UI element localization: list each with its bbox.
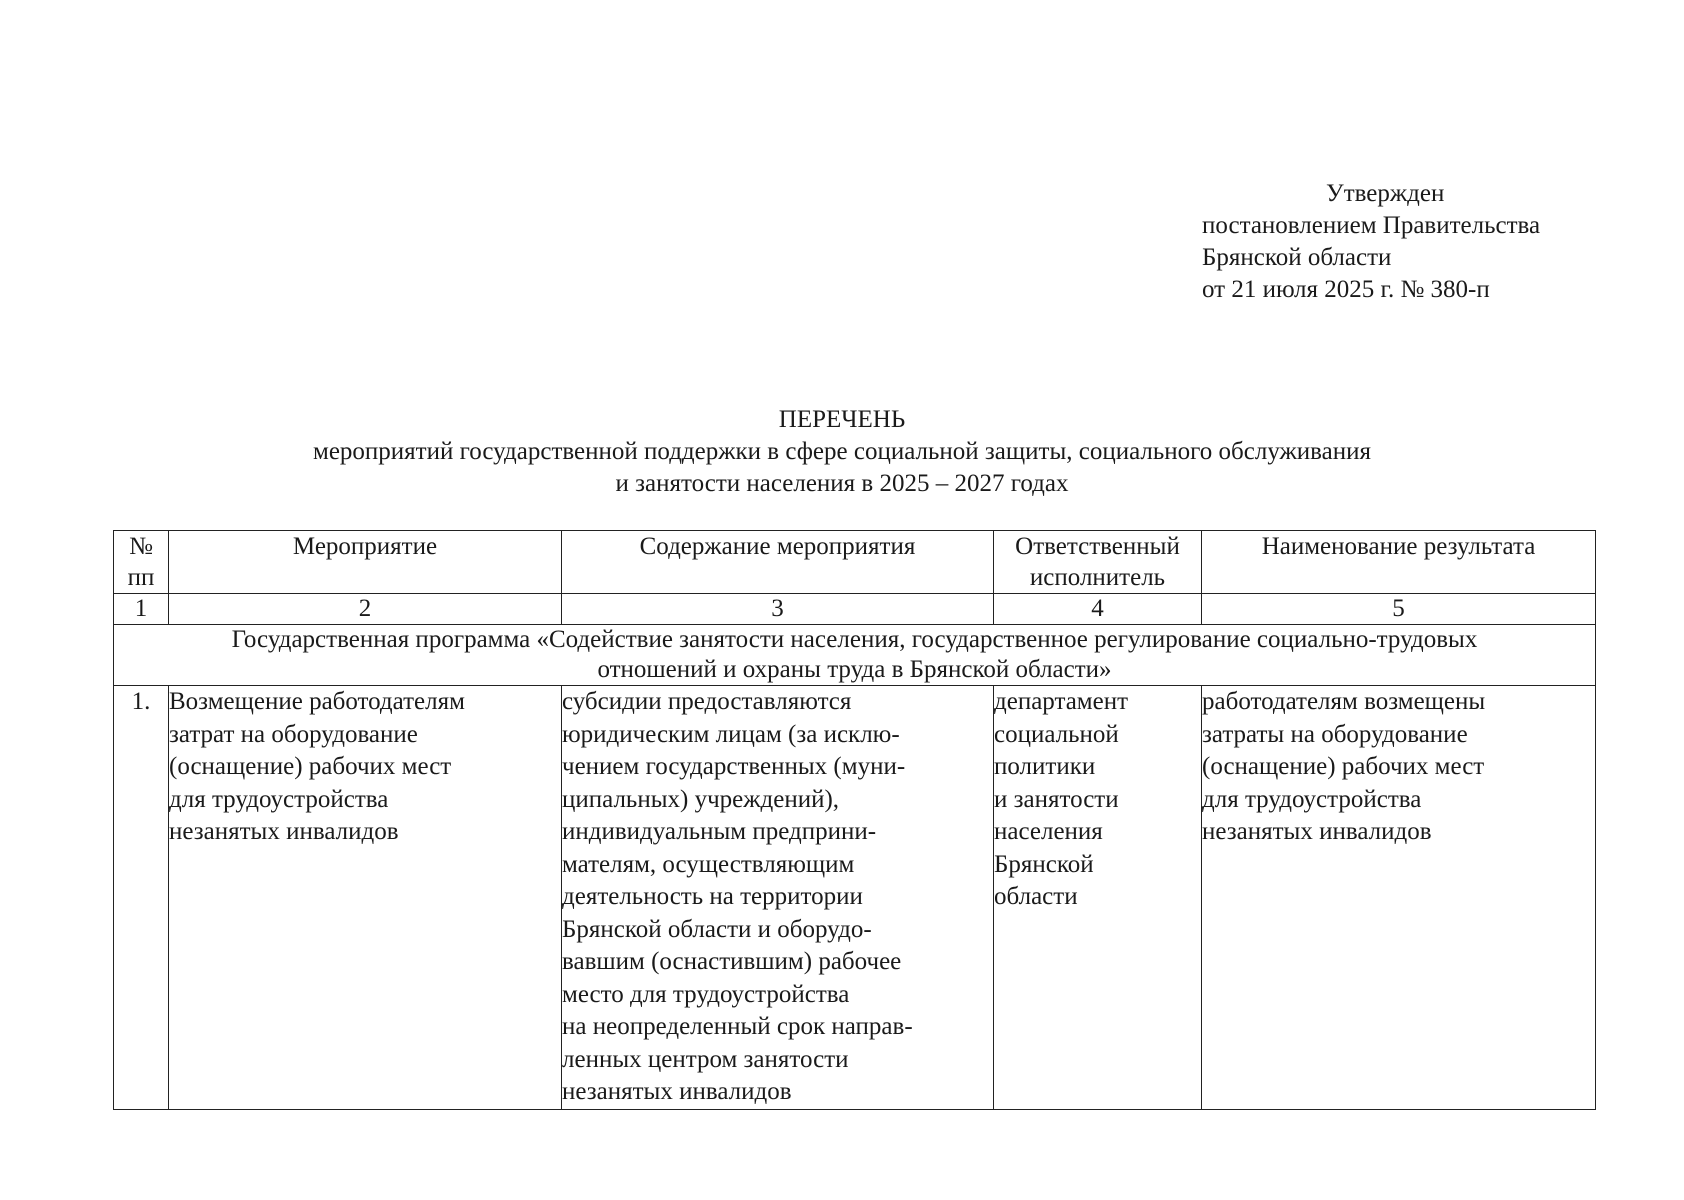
approval-line: постановлением Правительства (1202, 212, 1541, 239)
title-subtitle-line: и занятости населения в 2025 – 2027 годах (615, 470, 1069, 497)
result-cell (1202, 686, 1596, 1110)
executor-line: области (994, 883, 1078, 910)
column-number-row (114, 594, 1596, 625)
content-line: деятельность на территории (562, 883, 863, 910)
content-line: место для трудоустройства (562, 980, 850, 1008)
approval-line: Утвержден (1326, 180, 1445, 207)
header-result: Наименование результата (1202, 531, 1596, 594)
header-content: Содержание мероприятия (562, 531, 994, 594)
measure-line: незанятых инвалидов (169, 818, 399, 845)
result-line: для трудоустройства (1202, 785, 1422, 813)
content-line: юридическим лицам (за исклю- (562, 720, 900, 748)
executor-line: и занятости (994, 785, 1119, 813)
column-number: 1 (114, 594, 169, 625)
content-line: мателям, осуществляющим (562, 850, 855, 878)
content-line: индивидуальным предприни- (562, 818, 877, 845)
measures-table (113, 530, 1596, 1110)
content-line: субсидии предоставляются (562, 688, 852, 715)
approval-line: от 21 июля 2025 г. № 380-п (1202, 276, 1490, 303)
executor-line: населения (994, 818, 1103, 845)
document-title (0, 404, 1684, 500)
measure-line: затрат на оборудование (169, 720, 418, 748)
program-title-line: отношений и охраны труда в Брянской области» (597, 656, 1112, 683)
column-number: 2 (169, 594, 562, 625)
executor-line: Брянской (994, 850, 1094, 878)
title-subtitle-line: мероприятий государственной поддержки в сфере социальной защиты, социального обслуживания (313, 438, 1371, 465)
executor-line: социальной (994, 720, 1119, 748)
title-heading: ПЕРЕЧЕНЬ (778, 406, 906, 433)
result-line: работодателям возмещены (1202, 688, 1486, 715)
header-row (114, 531, 1596, 594)
content-line: на неопределенный срок направ- (562, 1013, 913, 1040)
result-line: незанятых инвалидов (1202, 818, 1432, 845)
header-number (114, 531, 169, 594)
content-cell (562, 686, 994, 1110)
header-executor (994, 531, 1202, 594)
header-executor-line: исполнитель (1029, 564, 1166, 591)
executor-line: политики (994, 753, 1096, 780)
row-index: 1. (114, 686, 169, 1110)
header-number-line: пп (127, 564, 155, 591)
measure-line: для трудоустройства (169, 785, 389, 813)
header-measure: Мероприятие (169, 531, 562, 594)
result-line: затраты на оборудование (1202, 720, 1468, 748)
executor-cell (994, 686, 1202, 1110)
measure-cell (169, 686, 562, 1110)
program-title-line: Государственная программа «Содействие занятости населения, государственное регулирование социально-трудовых (231, 626, 1478, 653)
result-line: (оснащение) рабочих мест (1202, 753, 1485, 780)
program-row (114, 625, 1596, 686)
content-line: ципальных) учреждений), (562, 785, 840, 813)
column-number: 3 (562, 594, 994, 625)
content-line: незанятых инвалидов (562, 1078, 792, 1105)
content-line: Брянской области и оборудо- (562, 915, 872, 943)
header-number-line: № (129, 533, 153, 560)
column-number: 5 (1202, 594, 1596, 625)
measure-line: Возмещение работодателям (169, 688, 465, 715)
approval-stamp (1202, 178, 1540, 306)
table-row (114, 686, 1596, 1110)
content-line: ленных центром занятости (562, 1045, 849, 1073)
executor-line: департамент (994, 688, 1129, 715)
content-line: вавшим (оснастившим) рабочее (562, 948, 902, 975)
column-number: 4 (994, 594, 1202, 625)
header-executor-line: Ответственный (1015, 533, 1180, 560)
measure-line: (оснащение) рабочих мест (169, 753, 452, 780)
program-title (114, 625, 1596, 686)
approval-line: Брянской области (1202, 244, 1392, 271)
content-line: чением государственных (муни- (562, 753, 906, 780)
